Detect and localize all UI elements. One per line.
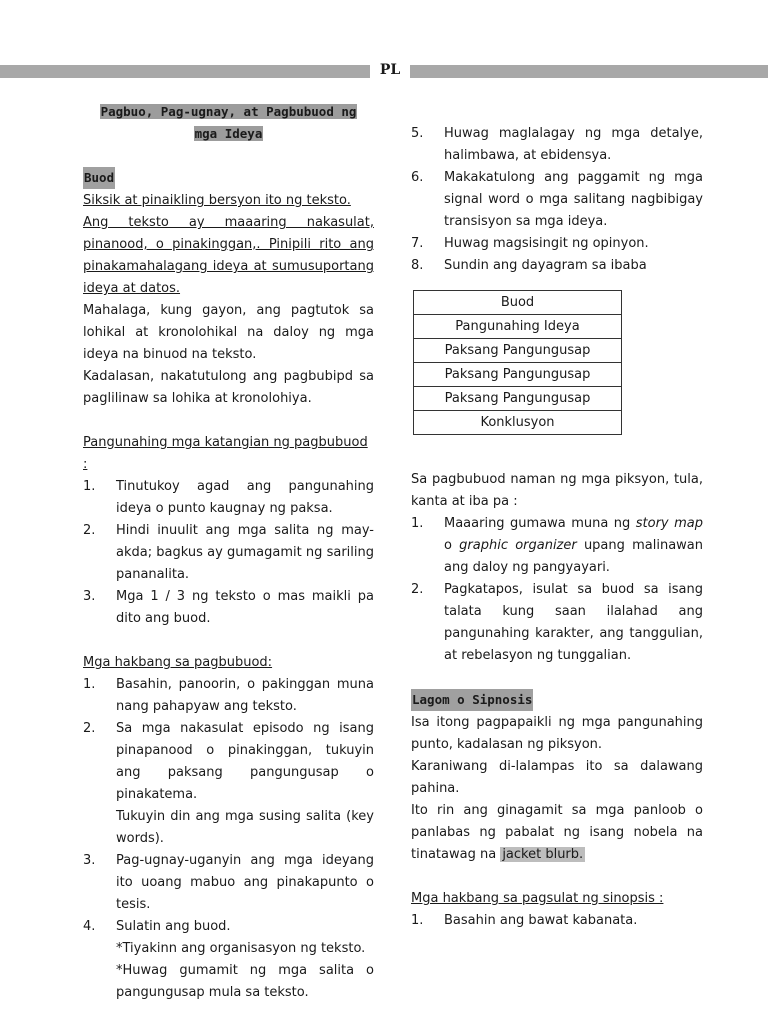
hakbang-heading: Mga hakbang sa pagbubuod: [83,655,273,670]
list-item: 4. Sulatin ang buod. *Tiyakinn ang organisasyon ng teksto. *Huwag gumamit ng mga salita o pangungusap mula sa teksto. [83,919,374,1000]
list-item: 3. Pag-ugnay-uganyin ang mga ideyang ito uoang mabuo ang pinakapunto o tesis. [83,853,374,912]
page-title [83,101,374,145]
list-item: 8. Sundin ang dayagram sa ibaba [411,258,647,273]
list-item: 1. Maaaring gumawa muna ng story map o graphic organizer upang malinawan ang daloy ng pangyayari. [411,516,703,575]
lagom-heading: Lagom o Sipnosis [411,689,533,711]
list-item: 1. Tinutukoy agad ang pangunahing ideya o punto kaugnay ng paksa. [83,479,374,516]
jacket-blurb-highlight: jacket blurb. [502,847,584,862]
diagram-box: Buod [414,291,622,315]
diagram-box: Paksang Pangungusap [414,387,622,411]
lagom-paragraph-1: Isa itong pagpapaikli ng mga pangunahing punto, kadalasan ng piksyon. [411,715,703,752]
buod-heading: Buod [83,167,115,189]
buod-definition-2-line-3: pinakamahalagang ideya at sumusuportang [83,259,374,274]
title-line-1: Pagbuo, Pag-ugnay, at Pagbubuod ng [100,104,357,119]
lagom-paragraph-3: Ito rin ang ginagamit sa mga panloob o panlabas ng pabalat ng isang nobela na tinatawag na jacket blurb. [411,803,703,862]
diagram-box: Paksang Pangungusap [414,339,622,363]
list-item: 3. Mga 1 / 3 ng teksto o mas maikli pa dito ang buod. [83,589,374,626]
diagram-box: Konklusyon [414,411,622,435]
hakbang-list-continued [411,123,703,277]
header-bar-left [0,65,370,78]
lagom-paragraph-2: Karaniwang di-lalampas ito sa dalawang pahina. [411,759,703,796]
list-item: 6. Makakatulong ang paggamit ng mga signal word o mga salitang nagbibigay transisyon sa mga ideya. [411,170,703,229]
piksyon-intro: Sa pagbubuod naman ng mga piksyon, tula, kanta at iba pa : [411,472,703,509]
left-column [83,101,374,1004]
buod-definition-2-line-4: ideya at datos. [83,281,181,296]
katangian-heading: Pangunahing mga katangian ng pagbubuod : [83,435,368,472]
katangian-list [83,476,374,630]
list-item: 5. Huwag maglalagay ng mga detalye, halimbawa, at ebidensya. [411,126,703,163]
title-line-2: mga Ideya [194,126,263,141]
diagram-box: Paksang Pangungusap [414,363,622,387]
header-bar-right [410,65,768,78]
header-code: PL [379,62,401,78]
buod-paragraph-2: Mahalaga, kung gayon, ang pagtutok sa lohikal at kronolohikal na daloy ng mga ideya na binuod na teksto. [83,303,374,362]
buod-definition-2-line-1: Ang teksto ay maaaring nakasulat, [83,215,374,230]
buod-definition-2-line-2: pinanood, o pinakinggan,. Pinipili rito ang [83,237,374,252]
piksyon-list [411,513,703,667]
buod-diagram [413,290,622,435]
list-item: 2. Sa mga nakasulat episodo ng isang pinapanood o pinakinggan, tukuyin ang paksang pangungusap o pinakatema. Tukuyin din ang mga susing salita (key words). [83,721,374,846]
list-item: 2. Hindi inuulit ang mga salita ng may-akda; bagkus ay gumagamit ng sariling pananalita. [83,523,374,582]
buod-paragraph-3: Kadalasan, nakatutulong ang pagbubipd sa paglilinaw sa lohika at kronolohiya. [83,369,374,406]
list-item: 1. Basahin, panoorin, o pakinggan muna nang pahapyaw ang teksto. [83,677,374,714]
hakbang-list [83,674,374,1004]
buod-definition-1: Siksik at pinaikling bersyon ito ng teksto. [83,193,351,208]
list-item: 1. Basahin ang bawat kabanata. [411,913,638,928]
list-item: 7. Huwag magsisingit ng opinyon. [411,236,649,251]
diagram-box: Pangunahing Ideya [414,315,622,339]
list-item: 2. Pagkatapos, isulat sa buod sa isang talata kung saan ilalahad ang pangunahing karakter, ang tanggulian, at rebelasyon ng tunggalian. [411,582,703,663]
sinopsis-heading: Mga hakbang sa pagsulat ng sinopsis : [411,891,664,906]
sinopsis-list [411,910,703,932]
right-column [411,123,703,932]
